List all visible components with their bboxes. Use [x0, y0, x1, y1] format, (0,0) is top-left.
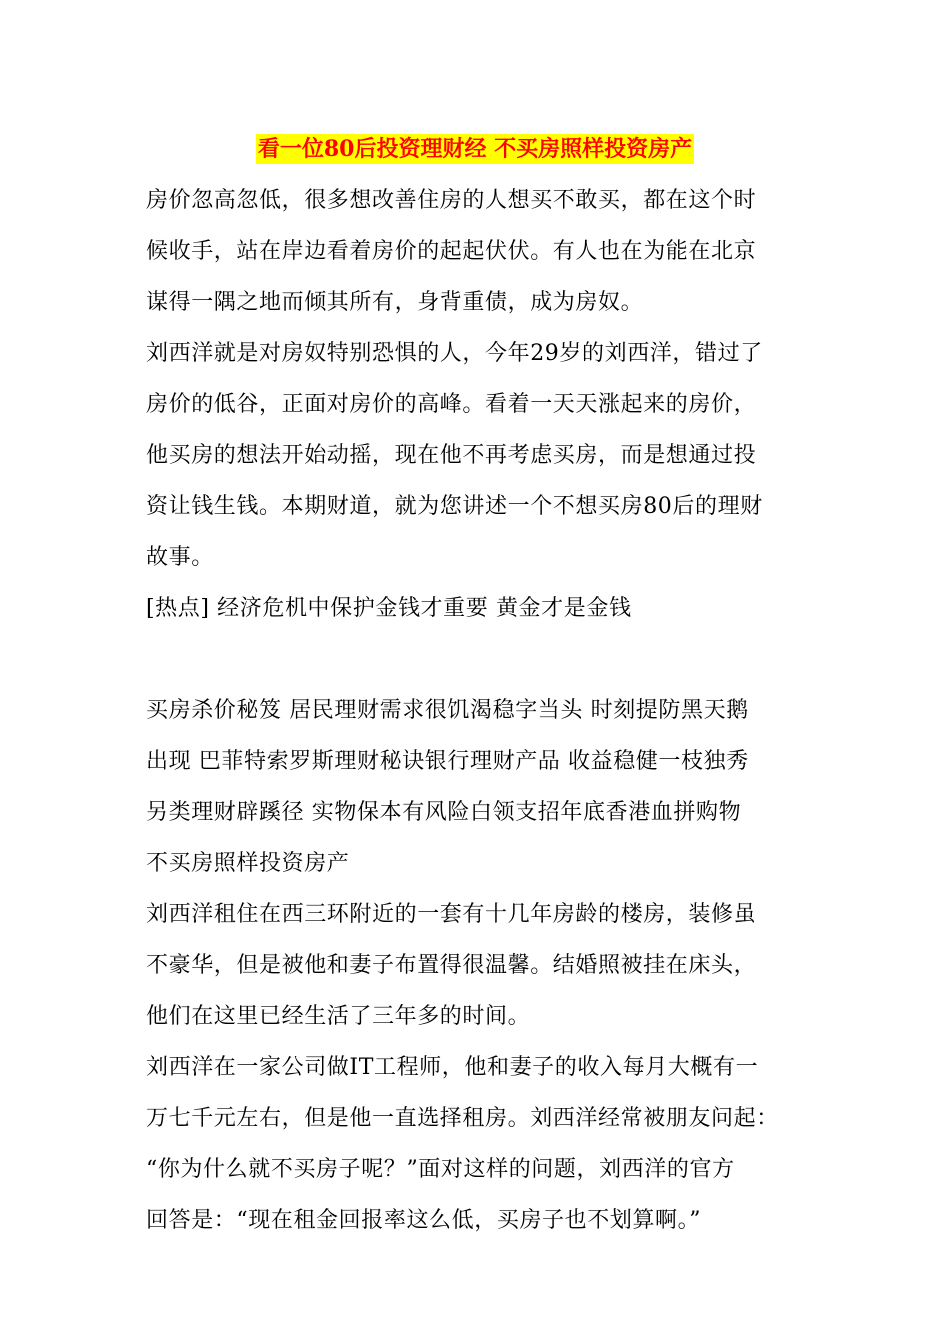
related-links-line: 出现 巴菲特索罗斯理财秘诀银行理财产品 收益稳健一枝独秀: [146, 749, 749, 774]
related-links-line: 另类理财辟蹊径 实物保本有风险白领支招年底香港血拼购物: [146, 800, 742, 825]
body-line: 回答是：“现在租金回报率这么低，买房子也不划算啊。”: [146, 1208, 702, 1233]
body-line: 他买房的想法开始动摇，现在他不再考虑买房，而是想通过投: [146, 443, 757, 468]
body-line: 故事。: [146, 545, 214, 570]
body-line: 万七千元左右，但是他一直选择租房。刘西洋经常被朋友问起：: [146, 1106, 779, 1131]
body-line: 他们在这里已经生活了三年多的时间。: [146, 1004, 531, 1029]
body-line: “你为什么就不买房子呢？”面对这样的问题，刘西洋的官方: [146, 1157, 735, 1182]
document-title: 看一位80后投资理财经 不买房照样投资房产: [257, 136, 693, 162]
related-links-line: 买房杀价秘笈 居民理财需求很饥渴稳字当头 时刻提防黑天鹅: [146, 698, 749, 723]
body-line: 刘西洋就是对房奴特别恐惧的人，今年29岁的刘西洋，错过了: [146, 341, 763, 366]
body-line: 房价忽高忽低，很多想改善住房的人想买不敢买，都在这个时: [146, 188, 757, 213]
body-line: 资让钱生钱。本期财道，就为您讲述一个不想买房80后的理财: [146, 494, 763, 519]
hot-topics-line: [热点] 经济危机中保护金钱才重要 黄金才是金钱: [146, 596, 632, 621]
body-line: 刘西洋租住在西三环附近的一套有十几年房龄的楼房，装修虽: [146, 902, 757, 927]
title-container: [0, 134, 950, 164]
body-line: 不豪华，但是被他和妻子布置得很温馨。结婚照被挂在床头，: [146, 953, 757, 978]
document-body: [146, 182, 810, 1253]
body-line: 房价的低谷，正面对房价的高峰。看着一天天涨起来的房价，: [146, 392, 757, 417]
section-heading: 不买房照样投资房产: [146, 851, 350, 876]
blank-line: [146, 641, 810, 692]
body-line: 刘西洋在一家公司做IT工程师，他和妻子的收入每月大概有一: [146, 1055, 759, 1080]
body-line: 谋得一隅之地而倾其所有，身背重债，成为房奴。: [146, 290, 644, 315]
body-line: 候收手，站在岸边看着房价的起起伏伏。有人也在为能在北京: [146, 239, 757, 264]
